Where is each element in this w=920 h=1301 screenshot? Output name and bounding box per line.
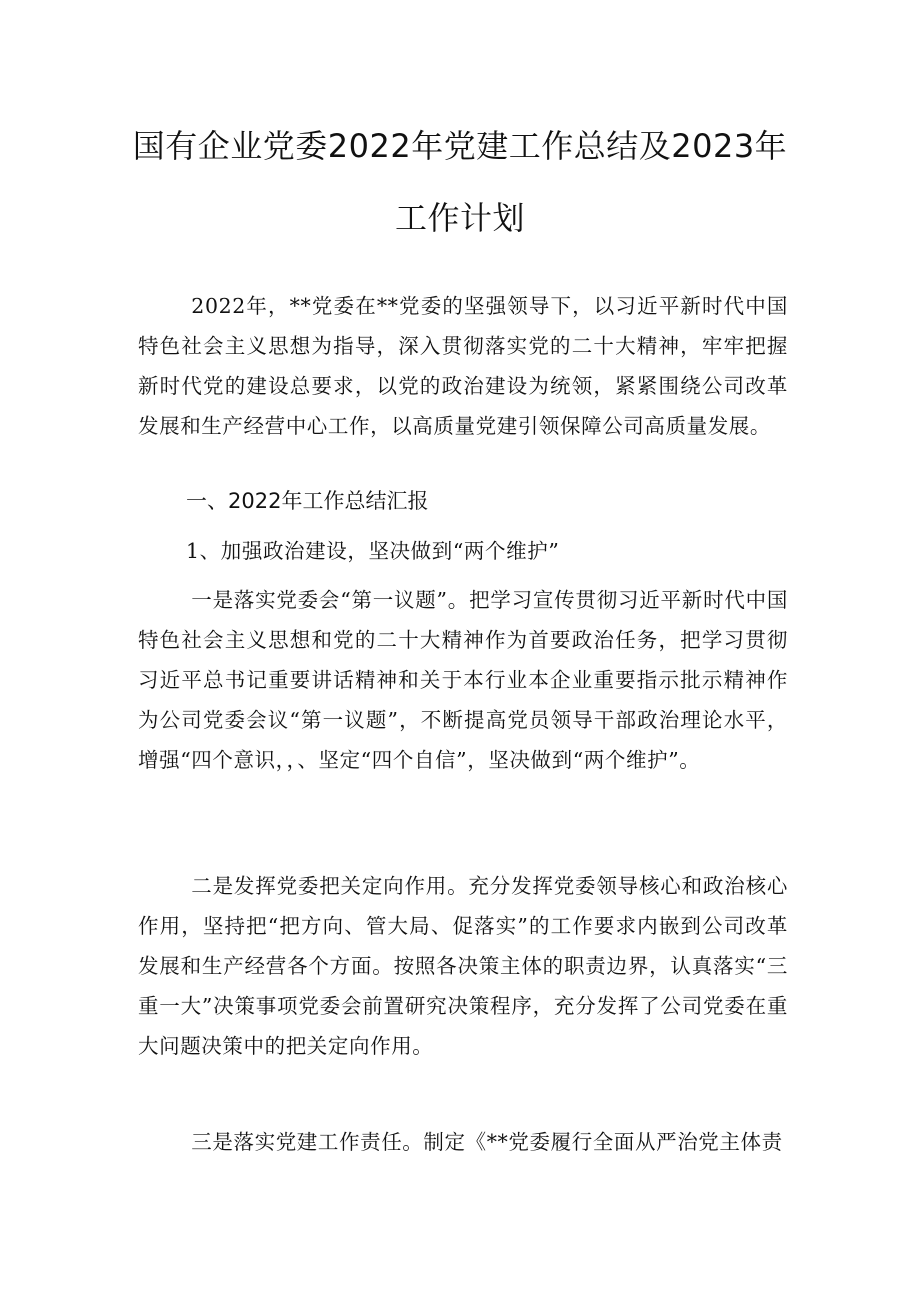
intro-paragraph: 2022年，**党委在**党委的坚强领导下，以习近平新时代中国特色社会主义思想为指导，深入贯彻落实党的二十大精神，牢牢把握新时代党的建设总要求，以党的政治建设为统领，紧紧围绕公司改革发展和生产经营中心工作，以高质量党建引领保障公司高质量发展。	[138, 294, 788, 438]
body-paragraph-1: 一是落实党委会“第一议题”。把学习宣传贯彻习近平新时代中国特色社会主义思想和党的二十大精神作为首要政治任务，把学习贯彻习近平总书记重要讲话精神和关于本行业本企业重要指示批示精神作为公司党委会议“第一议题”，不断提高党员领导干部政治理论水平，增强“四个意识，，、坚定“四个自信”，坚决做到“两个维护”。	[138, 588, 788, 772]
subsection-heading: 1、加强政治建设，坚决做到“两个维护”	[186, 539, 560, 563]
intro-paragraph-block	[138, 286, 788, 446]
document-title-line1: 国有企业党委2022年党建工作总结及2023年	[132, 127, 788, 165]
section-heading: 一、2022年工作总结汇报	[186, 489, 429, 513]
body-paragraph-2: 二是发挥党委把关定向作用。充分发挥党委领导核心和政治核心作用，坚持把“把方向、管大局、促落实”的工作要求内嵌到公司改革发展和生产经营各个方面。按照各决策主体的职责边界，认真落实“三重一大”决策事项党委会前置研究决策程序，充分发挥了公司党委在重大问题决策中的把关定向作用。	[138, 874, 788, 1058]
paragraph-block-1	[138, 580, 788, 780]
paragraph-block-2	[138, 866, 788, 1066]
document-title-line2: 工作计划	[394, 199, 525, 237]
body-paragraph-3: 三是落实党建工作责任。制定《**党委履行全面从严治党主体责	[191, 1130, 783, 1154]
paragraph-block-3	[138, 1122, 788, 1162]
